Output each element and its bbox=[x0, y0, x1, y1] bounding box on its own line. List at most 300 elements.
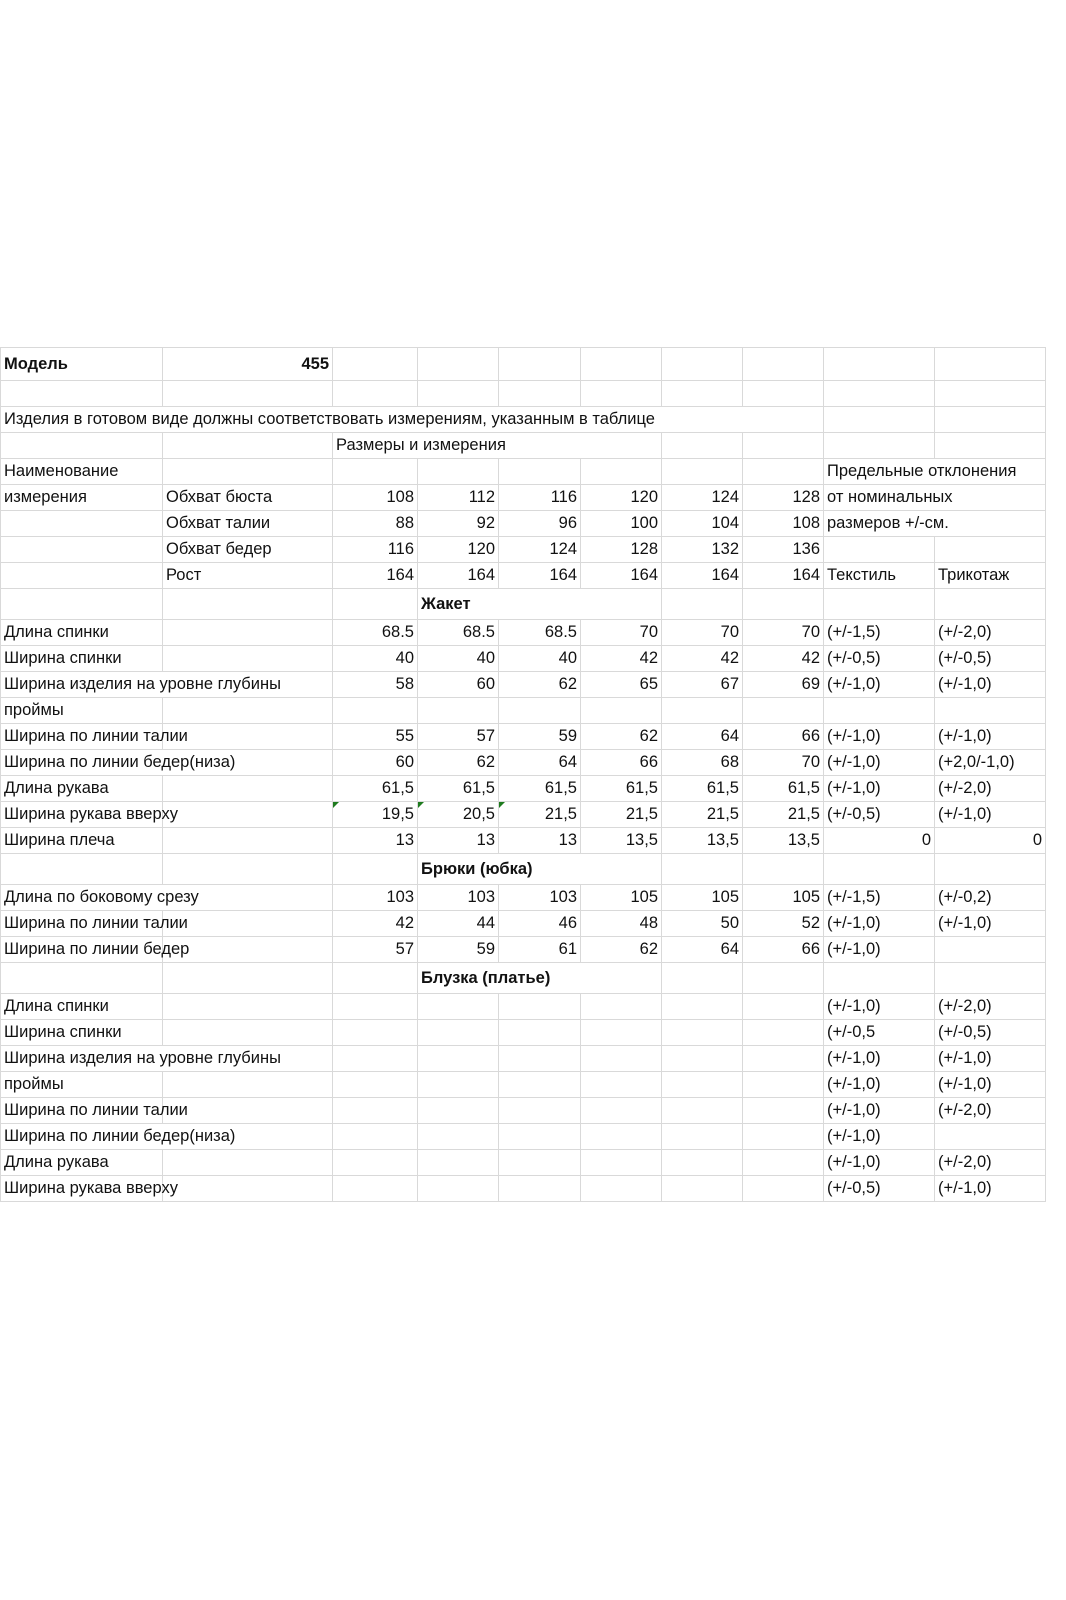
blank bbox=[824, 589, 935, 620]
size-value bbox=[662, 459, 743, 485]
textile-tolerance: (+/-1,0) bbox=[824, 724, 935, 750]
textile-header: Текстиль bbox=[824, 563, 935, 589]
knit-tolerance: (+/-1,0) bbox=[935, 1072, 1046, 1098]
size-value: 40 bbox=[418, 646, 499, 672]
size-value bbox=[662, 1020, 743, 1046]
size-value: 52 bbox=[743, 911, 824, 937]
blank bbox=[163, 1098, 333, 1124]
blank bbox=[163, 1176, 333, 1202]
size-value bbox=[743, 459, 824, 485]
size-value: 124 bbox=[499, 537, 581, 563]
size-value: 66 bbox=[743, 724, 824, 750]
name-header-cell bbox=[1, 563, 163, 589]
measurement-label: Длина спинки bbox=[1, 620, 163, 646]
size-value: 136 bbox=[743, 537, 824, 563]
size-value: 42 bbox=[743, 646, 824, 672]
knit-tolerance bbox=[935, 698, 1046, 724]
size-value: 58 bbox=[333, 672, 418, 698]
size-value: 108 bbox=[743, 511, 824, 537]
knit-tolerance: (+/-2,0) bbox=[935, 776, 1046, 802]
measurement-row bbox=[1, 885, 1046, 911]
blank bbox=[163, 646, 333, 672]
note-text: Изделия в готовом виде должны соответствовать измерениям, указанным в таблице bbox=[1, 407, 824, 433]
size-value: 66 bbox=[743, 937, 824, 963]
size-value bbox=[333, 1124, 418, 1150]
blank bbox=[163, 911, 333, 937]
blank bbox=[935, 589, 1046, 620]
measurement-row bbox=[1, 1072, 1046, 1098]
size-value bbox=[662, 1150, 743, 1176]
size-value: 132 bbox=[662, 537, 743, 563]
size-value bbox=[333, 1150, 418, 1176]
size-value: 120 bbox=[418, 537, 499, 563]
textile-tolerance: (+/-0,5) bbox=[824, 802, 935, 828]
size-value: 92 bbox=[418, 511, 499, 537]
blank bbox=[1, 963, 163, 994]
size-chart-table bbox=[0, 347, 1046, 1202]
size-value bbox=[333, 1072, 418, 1098]
blank bbox=[163, 698, 333, 724]
size-value bbox=[662, 698, 743, 724]
param-row bbox=[1, 485, 1046, 511]
size-value bbox=[581, 459, 662, 485]
size-value: 164 bbox=[418, 563, 499, 589]
size-value bbox=[418, 1150, 499, 1176]
measurement-label: Длина рукава bbox=[1, 776, 163, 802]
blank bbox=[662, 589, 743, 620]
measurement-label: Ширина спинки bbox=[1, 646, 163, 672]
blank bbox=[163, 620, 333, 646]
knit-tolerance: (+/-1,0) bbox=[935, 1176, 1046, 1202]
textile-tolerance: (+/-1,0) bbox=[824, 1072, 935, 1098]
size-value bbox=[662, 994, 743, 1020]
size-value bbox=[743, 1046, 824, 1072]
measurement-label: Ширина по линии бедер bbox=[1, 937, 163, 963]
blank bbox=[163, 589, 333, 620]
measurement-label: Ширина рукава вверху bbox=[1, 802, 163, 828]
size-value: 42 bbox=[662, 646, 743, 672]
measurement-row bbox=[1, 698, 1046, 724]
section-title: Брюки (юбка) bbox=[418, 854, 662, 885]
measurement-row bbox=[1, 802, 1046, 828]
blank bbox=[662, 963, 743, 994]
size-value bbox=[662, 1046, 743, 1072]
knit-header: Трикотаж bbox=[935, 563, 1046, 589]
measurement-row bbox=[1, 646, 1046, 672]
knit-tolerance: (+/-2,0) bbox=[935, 994, 1046, 1020]
size-value: 105 bbox=[743, 885, 824, 911]
measurement-row bbox=[1, 750, 1046, 776]
size-value: 21,5 bbox=[743, 802, 824, 828]
measurement-row bbox=[1, 672, 1046, 698]
size-value: 46 bbox=[499, 911, 581, 937]
size-value: 61,5 bbox=[662, 776, 743, 802]
blank bbox=[824, 854, 935, 885]
deviation-header: размеров +/-см. bbox=[824, 511, 1046, 537]
size-value: 50 bbox=[662, 911, 743, 937]
size-value: 55 bbox=[333, 724, 418, 750]
measurement-row bbox=[1, 1098, 1046, 1124]
size-value bbox=[333, 1176, 418, 1202]
measurement-row bbox=[1, 1150, 1046, 1176]
blank bbox=[1, 589, 163, 620]
size-value bbox=[743, 1150, 824, 1176]
measurement-label: проймы bbox=[1, 698, 163, 724]
size-value bbox=[743, 1020, 824, 1046]
size-value bbox=[499, 1020, 581, 1046]
knit-tolerance: (+/-1,0) bbox=[935, 911, 1046, 937]
measurement-row bbox=[1, 776, 1046, 802]
blank bbox=[824, 963, 935, 994]
size-value: 68.5 bbox=[333, 620, 418, 646]
size-value: 68.5 bbox=[418, 620, 499, 646]
blank bbox=[163, 828, 333, 854]
deviation-header: Предельные отклонения bbox=[824, 459, 1046, 485]
param-row bbox=[1, 563, 1046, 589]
size-value: 42 bbox=[333, 911, 418, 937]
size-value bbox=[418, 459, 499, 485]
knit-tolerance: (+/-2,0) bbox=[935, 1150, 1046, 1176]
size-value: 105 bbox=[662, 885, 743, 911]
measurement-label: Ширина по линии талии bbox=[1, 911, 163, 937]
model-number: 455 bbox=[163, 348, 333, 381]
size-value: 13,5 bbox=[581, 828, 662, 854]
blank bbox=[333, 854, 418, 885]
size-value: 164 bbox=[333, 563, 418, 589]
name-header-cell: Наименование bbox=[1, 459, 163, 485]
size-value bbox=[499, 698, 581, 724]
param-label: Рост bbox=[163, 563, 333, 589]
size-value: 62 bbox=[499, 672, 581, 698]
size-value bbox=[662, 1176, 743, 1202]
size-value: 61,5 bbox=[581, 776, 662, 802]
measurement-label: проймы bbox=[1, 1072, 163, 1098]
size-value: 64 bbox=[499, 750, 581, 776]
measurement-label: Ширина изделия на уровне глубины bbox=[1, 1046, 333, 1072]
param-row bbox=[1, 537, 1046, 563]
blank bbox=[935, 963, 1046, 994]
size-value: 59 bbox=[499, 724, 581, 750]
size-value: 13 bbox=[333, 828, 418, 854]
size-value: 66 bbox=[581, 750, 662, 776]
sizes-caption: Размеры и измерения bbox=[333, 433, 662, 459]
blank bbox=[163, 802, 333, 828]
measurement-row bbox=[1, 1020, 1046, 1046]
size-value: 21,5 bbox=[499, 802, 581, 828]
deviation-blank bbox=[935, 537, 1046, 563]
measurement-row bbox=[1, 1176, 1046, 1202]
size-value: 13 bbox=[418, 828, 499, 854]
blank bbox=[662, 854, 743, 885]
size-value bbox=[418, 1176, 499, 1202]
size-value: 69 bbox=[743, 672, 824, 698]
size-value bbox=[333, 994, 418, 1020]
size-value: 40 bbox=[333, 646, 418, 672]
textile-tolerance: (+/-0,5 bbox=[824, 1020, 935, 1046]
textile-tolerance: (+/-1,0) bbox=[824, 994, 935, 1020]
blank bbox=[333, 589, 418, 620]
size-value: 128 bbox=[581, 537, 662, 563]
size-value: 13,5 bbox=[662, 828, 743, 854]
size-value: 164 bbox=[499, 563, 581, 589]
size-value bbox=[499, 1046, 581, 1072]
size-value bbox=[581, 1124, 662, 1150]
section-title: Жакет bbox=[418, 589, 662, 620]
size-value: 13 bbox=[499, 828, 581, 854]
name-header-cell: измерения bbox=[1, 485, 163, 511]
size-value bbox=[418, 1046, 499, 1072]
size-value bbox=[581, 1020, 662, 1046]
size-value bbox=[743, 1098, 824, 1124]
size-value bbox=[499, 1124, 581, 1150]
textile-tolerance: (+/-1,0) bbox=[824, 1098, 935, 1124]
size-value bbox=[418, 994, 499, 1020]
section-header-row bbox=[1, 854, 1046, 885]
size-value bbox=[499, 459, 581, 485]
size-value bbox=[499, 994, 581, 1020]
size-value: 68.5 bbox=[499, 620, 581, 646]
measurement-label: Ширина по линии бедер(низа) bbox=[1, 1124, 333, 1150]
param-label: Обхват талии bbox=[163, 511, 333, 537]
measurement-label: Ширина рукава вверху bbox=[1, 1176, 163, 1202]
textile-tolerance: (+/-1,0) bbox=[824, 937, 935, 963]
size-value bbox=[581, 698, 662, 724]
size-value: 70 bbox=[743, 620, 824, 646]
size-value: 62 bbox=[581, 724, 662, 750]
textile-tolerance: (+/-1,0) bbox=[824, 911, 935, 937]
model-label: Модель bbox=[1, 348, 163, 381]
knit-tolerance bbox=[935, 937, 1046, 963]
size-value: 164 bbox=[581, 563, 662, 589]
textile-tolerance bbox=[824, 698, 935, 724]
size-value: 68 bbox=[662, 750, 743, 776]
knit-tolerance: (+2,0/-1,0) bbox=[935, 750, 1046, 776]
size-value bbox=[743, 1072, 824, 1098]
size-value: 116 bbox=[499, 485, 581, 511]
size-value bbox=[743, 1176, 824, 1202]
param-label: Обхват бюста bbox=[163, 485, 333, 511]
textile-tolerance: 0 bbox=[824, 828, 935, 854]
size-value bbox=[333, 1020, 418, 1046]
size-value: 40 bbox=[499, 646, 581, 672]
measurement-label: Длина по боковому срезу bbox=[1, 885, 333, 911]
measurement-label: Ширина по линии талии bbox=[1, 724, 163, 750]
knit-tolerance: (+/-1,0) bbox=[935, 802, 1046, 828]
knit-tolerance: (+/-0,5) bbox=[935, 1020, 1046, 1046]
size-value: 112 bbox=[418, 485, 499, 511]
size-value: 61 bbox=[499, 937, 581, 963]
size-value: 70 bbox=[581, 620, 662, 646]
size-value: 60 bbox=[418, 672, 499, 698]
size-value bbox=[743, 1124, 824, 1150]
size-value: 62 bbox=[581, 937, 662, 963]
size-value bbox=[418, 1072, 499, 1098]
model-row bbox=[1, 348, 1046, 381]
sizes-caption-row bbox=[1, 433, 1046, 459]
size-value: 57 bbox=[333, 937, 418, 963]
size-value: 20,5 bbox=[418, 802, 499, 828]
blank bbox=[743, 963, 824, 994]
size-value: 100 bbox=[581, 511, 662, 537]
size-value: 57 bbox=[418, 724, 499, 750]
blank bbox=[163, 724, 333, 750]
deviation-blank bbox=[824, 537, 935, 563]
size-value bbox=[581, 1176, 662, 1202]
textile-tolerance: (+/-1,0) bbox=[824, 672, 935, 698]
section-header-row bbox=[1, 963, 1046, 994]
blank bbox=[333, 963, 418, 994]
size-value: 65 bbox=[581, 672, 662, 698]
deviation-header: от номинальных bbox=[824, 485, 1046, 511]
measurement-row bbox=[1, 911, 1046, 937]
size-value: 124 bbox=[662, 485, 743, 511]
size-value bbox=[418, 698, 499, 724]
knit-tolerance: (+/-0,5) bbox=[935, 646, 1046, 672]
size-value bbox=[418, 1098, 499, 1124]
size-value bbox=[581, 1098, 662, 1124]
measurement-label: Длина спинки bbox=[1, 994, 163, 1020]
knit-tolerance: (+/-1,0) bbox=[935, 672, 1046, 698]
size-value: 60 bbox=[333, 750, 418, 776]
size-value bbox=[662, 1098, 743, 1124]
size-value bbox=[333, 1098, 418, 1124]
size-value bbox=[662, 1072, 743, 1098]
blank bbox=[163, 963, 333, 994]
size-value bbox=[333, 1046, 418, 1072]
measurement-row bbox=[1, 994, 1046, 1020]
blank bbox=[163, 994, 333, 1020]
knit-tolerance: 0 bbox=[935, 828, 1046, 854]
size-value: 103 bbox=[418, 885, 499, 911]
textile-tolerance: (+/-1,0) bbox=[824, 1150, 935, 1176]
blank bbox=[935, 854, 1046, 885]
size-value bbox=[662, 1124, 743, 1150]
size-value: 70 bbox=[662, 620, 743, 646]
size-value: 61,5 bbox=[499, 776, 581, 802]
knit-tolerance: (+/-2,0) bbox=[935, 1098, 1046, 1124]
size-value bbox=[743, 698, 824, 724]
measurement-row bbox=[1, 828, 1046, 854]
size-value bbox=[418, 1020, 499, 1046]
size-value: 44 bbox=[418, 911, 499, 937]
size-value bbox=[499, 1072, 581, 1098]
size-value bbox=[333, 698, 418, 724]
param-row bbox=[1, 459, 1046, 485]
size-value: 61,5 bbox=[743, 776, 824, 802]
size-value: 88 bbox=[333, 511, 418, 537]
size-value: 104 bbox=[662, 511, 743, 537]
size-value: 103 bbox=[333, 885, 418, 911]
size-value: 96 bbox=[499, 511, 581, 537]
measurement-row bbox=[1, 620, 1046, 646]
blank bbox=[163, 1072, 333, 1098]
textile-tolerance: (+/-1,5) bbox=[824, 885, 935, 911]
size-value: 62 bbox=[418, 750, 499, 776]
knit-tolerance: (+/-2,0) bbox=[935, 620, 1046, 646]
param-label: Обхват бедер bbox=[163, 537, 333, 563]
measurement-row bbox=[1, 1124, 1046, 1150]
knit-tolerance: (+/-0,2) bbox=[935, 885, 1046, 911]
measurement-label: Длина рукава bbox=[1, 1150, 163, 1176]
blank bbox=[163, 854, 333, 885]
blank bbox=[163, 1020, 333, 1046]
size-value: 64 bbox=[662, 724, 743, 750]
measurement-label: Ширина изделия на уровне глубины bbox=[1, 672, 333, 698]
blank bbox=[1, 854, 163, 885]
size-value: 116 bbox=[333, 537, 418, 563]
measurement-label: Ширина плеча bbox=[1, 828, 163, 854]
size-value: 120 bbox=[581, 485, 662, 511]
size-value: 70 bbox=[743, 750, 824, 776]
textile-tolerance: (+/-1,0) bbox=[824, 776, 935, 802]
section-title: Блузка (платье) bbox=[418, 963, 662, 994]
param-row bbox=[1, 511, 1046, 537]
textile-tolerance: (+/-1,0) bbox=[824, 750, 935, 776]
knit-tolerance bbox=[935, 1124, 1046, 1150]
blank-row bbox=[1, 381, 1046, 407]
size-value: 164 bbox=[662, 563, 743, 589]
size-value bbox=[581, 994, 662, 1020]
knit-tolerance: (+/-1,0) bbox=[935, 724, 1046, 750]
textile-tolerance: (+/-0,5) bbox=[824, 646, 935, 672]
textile-tolerance: (+/-1,0) bbox=[824, 1046, 935, 1072]
size-value bbox=[743, 994, 824, 1020]
name-header-cell bbox=[1, 511, 163, 537]
size-value: 42 bbox=[581, 646, 662, 672]
section-header-row bbox=[1, 589, 1046, 620]
measurement-label: Ширина по линии бедер(низа) bbox=[1, 750, 333, 776]
size-value: 21,5 bbox=[662, 802, 743, 828]
size-value: 59 bbox=[418, 937, 499, 963]
note-row bbox=[1, 407, 1046, 433]
size-value bbox=[499, 1176, 581, 1202]
blank bbox=[743, 854, 824, 885]
textile-tolerance: (+/-1,5) bbox=[824, 620, 935, 646]
size-value: 67 bbox=[662, 672, 743, 698]
size-value bbox=[581, 1150, 662, 1176]
param-label bbox=[163, 459, 333, 485]
textile-tolerance: (+/-1,0) bbox=[824, 1124, 935, 1150]
size-value: 108 bbox=[333, 485, 418, 511]
measurement-label: Ширина по линии талии bbox=[1, 1098, 163, 1124]
size-value bbox=[418, 1124, 499, 1150]
blank bbox=[743, 589, 824, 620]
size-value: 21,5 bbox=[581, 802, 662, 828]
measurement-row bbox=[1, 937, 1046, 963]
measurement-row bbox=[1, 724, 1046, 750]
size-value: 103 bbox=[499, 885, 581, 911]
size-value: 164 bbox=[743, 563, 824, 589]
knit-tolerance: (+/-1,0) bbox=[935, 1046, 1046, 1072]
size-value: 61,5 bbox=[418, 776, 499, 802]
size-value bbox=[499, 1150, 581, 1176]
size-value bbox=[333, 459, 418, 485]
blank bbox=[163, 776, 333, 802]
size-value: 128 bbox=[743, 485, 824, 511]
size-value bbox=[581, 1046, 662, 1072]
size-value bbox=[581, 1072, 662, 1098]
size-value: 19,5 bbox=[333, 802, 418, 828]
size-value: 61,5 bbox=[333, 776, 418, 802]
name-header-cell bbox=[1, 537, 163, 563]
measurement-label: Ширина спинки bbox=[1, 1020, 163, 1046]
size-value: 48 bbox=[581, 911, 662, 937]
textile-tolerance: (+/-0,5) bbox=[824, 1176, 935, 1202]
size-value: 13,5 bbox=[743, 828, 824, 854]
measurement-row bbox=[1, 1046, 1046, 1072]
size-value: 105 bbox=[581, 885, 662, 911]
size-value: 64 bbox=[662, 937, 743, 963]
